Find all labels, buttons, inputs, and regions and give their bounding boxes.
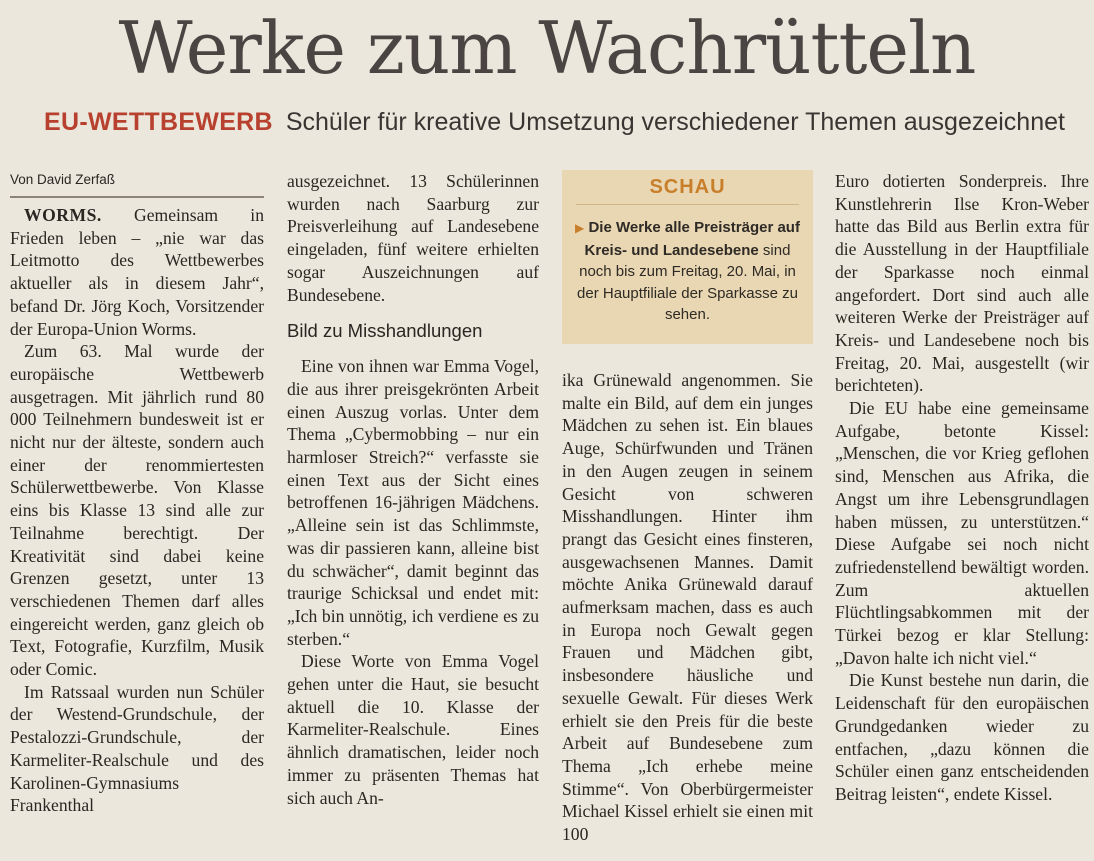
paragraph: Diese Worte von Emma Vogel gehen unter die Haut, sie besucht aktuell die 10. Klasse der Karmeliter-Realschule. Eines ähnlich dramatischen, leider noch immer zu präsenten Themas hat sich auch An-	[287, 651, 539, 808]
column-2	[287, 170, 539, 809]
intertitle: Bild zu Misshandlungen	[287, 320, 483, 342]
info-box-label: SCHAU	[576, 170, 799, 205]
paragraph: ausgezeichnet. 13 Schülerinnen wurden nach Saarburg zur Preisverleihung auf Landesebene eingeladen, fünf weitere erhielten sogar Auszeichnungen auf Bundesebene.	[287, 171, 539, 305]
paragraph: Im Ratssaal wurden nun Schüler der Westend-Grundschule, der Pestalozzi-Grundschule, der Karmeliter-Realschule und des Karolinen-Gymnasiums Frankenthal	[10, 681, 264, 816]
subtitle: Schüler für kreative Umsetzung verschiedener Themen ausgezeichnet	[285, 108, 1065, 136]
info-box	[562, 170, 813, 344]
info-box-bold-text: Die Werke alle Preisträger auf Kreis- und Landesebene	[584, 219, 800, 259]
dateline: WORMS.	[24, 205, 102, 225]
byline: Von David Zerfaß	[10, 170, 264, 198]
info-box-text: sind noch bis zum Freitag, 20. Mai, in der Hauptfiliale der Sparkasse zu sehen.	[577, 241, 798, 323]
paragraph: ika Grünewald angenommen. Sie malte ein Bild, auf dem ein junges Mädchen zu sehen ist. Ein blaues Auge, Schürfwunden und Tränen in den Augen zeugen in seinem Gesicht von schweren Misshandlungen. Hinter ihm prangt das Gesicht eines finsteren, ausgewachsenen Mannes. Damit möchte Anika Grünewald darauf aufmerksam machen, dass es auch in Europa noch Gewalt gegen Frauen und Mädchen gibt, insbesondere häusliche und sexuelle Gewalt. Für dieses Werk erhielt sie den Preis für die beste Arbeit auf Bundesebene zum Thema „Ich erhebe meine Stimme“. Von Oberbürgermeister Michael Kissel erhielt sie einen mit 100	[562, 370, 813, 845]
triangle-right-icon: ▶	[575, 221, 585, 235]
kicker: EU-WETTBEWERB	[44, 108, 273, 136]
column-4	[835, 170, 1089, 806]
paragraph: Zum 63. Mal wurde der europäische Wettbewerb ausgetragen. Mit jährlich rund 80 000 Teilnehmern bundesweit ist er nicht nur der älteste, sondern auch einer der renommiertesten Schülerwettbewerbe. Von Klasse eins bis Klasse 13 sind alle zur Teilnahme berechtigt. Der Kreativität sind dabei keine Grenzen gesetzt, unter 13 verschiedenen Themen darf alles eingereicht werden, ganz gleich ob Text, Fotografie, Kurzfilm, Musik oder Comic.	[10, 341, 264, 680]
paragraph: Die Kunst bestehe nun darin, die Leidenschaft für den europäischen Grundgedanken wieder zu entfachen, „dazu können die Schüler einen ganz entscheidenden Beitrag leisten“, endete Kissel.	[835, 670, 1089, 804]
paragraph: Eine von ihnen war Emma Vogel, die aus ihrer preisgekrönten Arbeit einen Auszug vorlas. Unter dem Thema „Cybermobbing – nur ein harmloser Streich?“ verfasste sie einen Text aus der Sicht eines betroffenen 16-jährigen Mädchens. „Alleine sein ist das Schlimmste, was dir passieren kann, alleine bist du schwächer“, damit beginnt das traurige Schicksal und endet mit: „Ich bin unnötig, ich verdiene es zu sterben.“	[287, 356, 539, 649]
info-box-body	[562, 205, 813, 326]
paragraph-text: Gemeinsam in Frieden leben – „nie war das Leitmotto des Wettbewerbes aktueller als in diesem Jahr“, befand Dr. Jörg Koch, Vorsitzender der Europa-Union Worms.	[10, 205, 264, 339]
column-3	[562, 369, 813, 846]
paragraph: Euro dotierten Sonderpreis. Ihre Kunstlehrerin Ilse Kron-Weber hatte das Bild aus Berlin extra für die Ausstellung in der Hauptfiliale der Sparkasse noch einmal angefordert. Dort sind auch alle weiteren Werke der Preisträger auf Kreis- und Landesebene noch bis Freitag, 20. Mai, ausgestellt (wir berichteten).	[835, 171, 1089, 396]
paragraph: Die EU habe eine gemeinsame Aufgabe, betonte Kissel: „Menschen, die vor Krieg geflohen sind, Menschen aus Afrika, die Angst um ihre Lebensgrundlagen haben müssen, zu unterstützen.“ Diese Aufgabe sei noch nicht zufriedenstellend bewältigt worden. Zum aktuellen Flüchtlingsabkommen mit der Türkei bezog er klar Stellung: „Davon halte ich nicht viel.“	[835, 398, 1089, 668]
paragraph	[10, 204, 264, 340]
headline: Werke zum Wachrütteln	[118, 6, 976, 90]
subheadline	[44, 104, 1084, 140]
column-1	[10, 170, 264, 817]
